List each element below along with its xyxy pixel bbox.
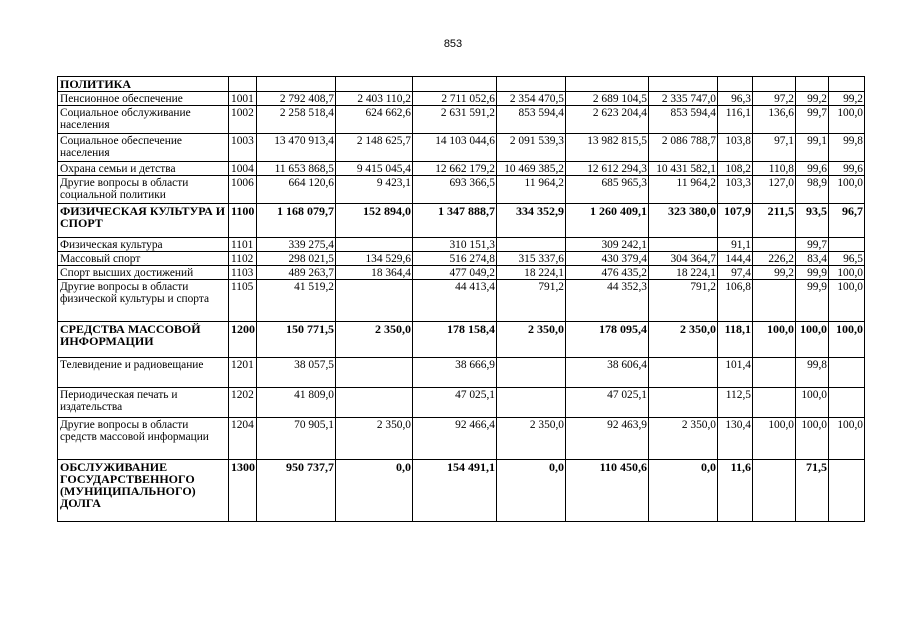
section-name-cell: Спорт высших достижений	[58, 266, 229, 280]
value-cell: 112,5	[718, 388, 753, 418]
value-cell: 99,9	[796, 266, 829, 280]
value-cell: 97,1	[753, 134, 796, 162]
value-cell: 2 689 104,5	[566, 92, 649, 106]
value-cell: 10 431 582,1	[649, 162, 718, 176]
section-name-cell: ОБСЛУЖИВАНИЕ ГОСУДАРСТВЕННОГО (МУНИЦИПАЛЬНОГО) ДОЛГА	[58, 460, 229, 522]
value-cell	[753, 388, 796, 418]
value-cell: 92 463,9	[566, 418, 649, 460]
value-cell: 334 352,9	[497, 204, 566, 238]
section-code-cell: 1004	[229, 162, 257, 176]
table-row	[58, 388, 865, 418]
value-cell: 101,4	[718, 358, 753, 388]
value-cell: 2 350,0	[649, 322, 718, 358]
value-cell: 100,0	[829, 322, 865, 358]
section-code-cell: 1101	[229, 238, 257, 252]
value-cell: 2 258 518,4	[257, 106, 336, 134]
value-cell	[497, 77, 566, 92]
section-code-cell: 1300	[229, 460, 257, 522]
value-cell: 791,2	[649, 280, 718, 322]
section-code-cell: 1003	[229, 134, 257, 162]
section-code-cell: 1006	[229, 176, 257, 204]
value-cell: 1 260 409,1	[566, 204, 649, 238]
table-row	[58, 134, 865, 162]
value-cell: 853 594,4	[497, 106, 566, 134]
value-cell: 2 354 470,5	[497, 92, 566, 106]
value-cell: 2 350,0	[497, 322, 566, 358]
value-cell: 323 380,0	[649, 204, 718, 238]
value-cell: 477 049,2	[413, 266, 497, 280]
value-cell: 2 148 625,7	[336, 134, 413, 162]
value-cell: 99,2	[796, 92, 829, 106]
value-cell: 18 224,1	[497, 266, 566, 280]
value-cell: 18 224,1	[649, 266, 718, 280]
table-row	[58, 106, 865, 134]
value-cell: 38 606,4	[566, 358, 649, 388]
section-name-cell: Социальное обеспечение населения	[58, 134, 229, 162]
value-cell: 103,3	[718, 176, 753, 204]
value-cell: 99,9	[796, 280, 829, 322]
page-number: 853	[443, 38, 463, 50]
table-row	[58, 358, 865, 388]
value-cell	[753, 77, 796, 92]
value-cell	[336, 238, 413, 252]
value-cell: 100,0	[753, 418, 796, 460]
value-cell: 103,8	[718, 134, 753, 162]
value-cell: 96,5	[829, 252, 865, 266]
value-cell: 47 025,1	[413, 388, 497, 418]
value-cell: 18 364,4	[336, 266, 413, 280]
section-code-cell: 1001	[229, 92, 257, 106]
value-cell: 100,0	[796, 322, 829, 358]
section-code-cell: 1100	[229, 204, 257, 238]
value-cell	[336, 77, 413, 92]
value-cell	[829, 388, 865, 418]
value-cell: 11 964,2	[497, 176, 566, 204]
value-cell: 98,9	[796, 176, 829, 204]
value-cell	[829, 460, 865, 522]
value-cell: 685 965,3	[566, 176, 649, 204]
value-cell: 2 350,0	[649, 418, 718, 460]
value-cell: 0,0	[497, 460, 566, 522]
value-cell: 99,7	[796, 106, 829, 134]
value-cell	[497, 388, 566, 418]
value-cell: 12 612 294,3	[566, 162, 649, 176]
value-cell: 2 350,0	[497, 418, 566, 460]
value-cell: 2 350,0	[336, 418, 413, 460]
value-cell: 339 275,4	[257, 238, 336, 252]
section-name-cell: Другие вопросы в области социальной политики	[58, 176, 229, 204]
value-cell: 10 469 385,2	[497, 162, 566, 176]
value-cell: 100,0	[829, 280, 865, 322]
value-cell	[718, 77, 753, 92]
table-row	[58, 176, 865, 204]
value-cell: 476 435,2	[566, 266, 649, 280]
value-cell: 791,2	[497, 280, 566, 322]
value-cell: 950 737,7	[257, 460, 336, 522]
value-cell: 100,0	[829, 106, 865, 134]
value-cell: 41 519,2	[257, 280, 336, 322]
value-cell: 853 594,4	[649, 106, 718, 134]
value-cell	[336, 280, 413, 322]
value-cell: 516 274,8	[413, 252, 497, 266]
section-name-cell: Социальное обслуживание населения	[58, 106, 229, 134]
value-cell	[829, 238, 865, 252]
value-cell	[336, 388, 413, 418]
value-cell: 2 086 788,7	[649, 134, 718, 162]
section-code-cell: 1201	[229, 358, 257, 388]
value-cell: 489 263,7	[257, 266, 336, 280]
section-name-cell: Пенсионное обеспечение	[58, 92, 229, 106]
value-cell	[649, 238, 718, 252]
value-cell: 12 662 179,2	[413, 162, 497, 176]
section-code-cell	[229, 77, 257, 92]
value-cell: 1 347 888,7	[413, 204, 497, 238]
value-cell: 154 491,1	[413, 460, 497, 522]
value-cell: 2 623 204,4	[566, 106, 649, 134]
value-cell: 110 450,6	[566, 460, 649, 522]
section-name-cell: Другие вопросы в области физической культуры и спорта	[58, 280, 229, 322]
value-cell: 97,4	[718, 266, 753, 280]
value-cell: 0,0	[649, 460, 718, 522]
value-cell: 71,5	[796, 460, 829, 522]
value-cell: 9 415 045,4	[336, 162, 413, 176]
value-cell: 309 242,1	[566, 238, 649, 252]
section-code-cell: 1202	[229, 388, 257, 418]
table-row	[58, 162, 865, 176]
table-row	[58, 418, 865, 460]
table-row	[58, 92, 865, 106]
section-code-cell: 1103	[229, 266, 257, 280]
value-cell: 178 095,4	[566, 322, 649, 358]
section-name-cell: ФИЗИЧЕСКАЯ КУЛЬТУРА И СПОРТ	[58, 204, 229, 238]
value-cell: 110,8	[753, 162, 796, 176]
value-cell: 13 470 913,4	[257, 134, 336, 162]
value-cell: 178 158,4	[413, 322, 497, 358]
value-cell: 127,0	[753, 176, 796, 204]
section-name-cell: Массовый спорт	[58, 252, 229, 266]
value-cell: 99,2	[753, 266, 796, 280]
table-row	[58, 460, 865, 522]
value-cell: 298 021,5	[257, 252, 336, 266]
value-cell	[649, 358, 718, 388]
value-cell: 96,3	[718, 92, 753, 106]
value-cell: 100,0	[829, 418, 865, 460]
section-name-cell: Телевидение и радиовещание	[58, 358, 229, 388]
value-cell: 11 653 868,5	[257, 162, 336, 176]
value-cell	[413, 77, 497, 92]
value-cell: 2 631 591,2	[413, 106, 497, 134]
value-cell: 304 364,7	[649, 252, 718, 266]
table-row	[58, 322, 865, 358]
value-cell: 1 168 079,7	[257, 204, 336, 238]
value-cell: 41 809,0	[257, 388, 336, 418]
value-cell: 430 379,4	[566, 252, 649, 266]
value-cell: 44 413,4	[413, 280, 497, 322]
section-code-cell: 1002	[229, 106, 257, 134]
table-row	[58, 252, 865, 266]
value-cell: 96,7	[829, 204, 865, 238]
value-cell: 9 423,1	[336, 176, 413, 204]
value-cell	[566, 77, 649, 92]
section-code-cell: 1105	[229, 280, 257, 322]
value-cell: 664 120,6	[257, 176, 336, 204]
value-cell: 83,4	[796, 252, 829, 266]
table-row	[58, 266, 865, 280]
value-cell: 11,6	[718, 460, 753, 522]
value-cell	[753, 280, 796, 322]
section-name-cell: Охрана семьи и детства	[58, 162, 229, 176]
value-cell: 2 091 539,3	[497, 134, 566, 162]
value-cell	[753, 238, 796, 252]
value-cell: 11 964,2	[649, 176, 718, 204]
value-cell: 116,1	[718, 106, 753, 134]
value-cell: 118,1	[718, 322, 753, 358]
section-code-cell: 1200	[229, 322, 257, 358]
value-cell: 13 982 815,5	[566, 134, 649, 162]
value-cell: 108,2	[718, 162, 753, 176]
value-cell: 99,7	[796, 238, 829, 252]
value-cell: 93,5	[796, 204, 829, 238]
value-cell: 226,2	[753, 252, 796, 266]
value-cell	[497, 358, 566, 388]
section-name-cell: Физическая культура	[58, 238, 229, 252]
value-cell: 136,6	[753, 106, 796, 134]
value-cell: 100,0	[753, 322, 796, 358]
value-cell	[829, 77, 865, 92]
value-cell: 99,1	[796, 134, 829, 162]
value-cell: 99,8	[796, 358, 829, 388]
value-cell: 315 337,6	[497, 252, 566, 266]
value-cell	[829, 358, 865, 388]
value-cell: 44 352,3	[566, 280, 649, 322]
value-cell	[497, 238, 566, 252]
budget-table	[57, 76, 865, 522]
value-cell: 100,0	[796, 418, 829, 460]
value-cell: 107,9	[718, 204, 753, 238]
value-cell: 0,0	[336, 460, 413, 522]
value-cell: 144,4	[718, 252, 753, 266]
section-name-cell: ПОЛИТИКА	[58, 77, 229, 92]
value-cell: 99,6	[796, 162, 829, 176]
value-cell: 310 151,3	[413, 238, 497, 252]
value-cell: 152 894,0	[336, 204, 413, 238]
value-cell: 150 771,5	[257, 322, 336, 358]
value-cell: 693 366,5	[413, 176, 497, 204]
value-cell: 70 905,1	[257, 418, 336, 460]
value-cell	[257, 77, 336, 92]
value-cell: 211,5	[753, 204, 796, 238]
table-row	[58, 77, 865, 92]
section-name-cell: Другие вопросы в области средств массовой информации	[58, 418, 229, 460]
value-cell	[753, 460, 796, 522]
value-cell	[336, 358, 413, 388]
table-row	[58, 204, 865, 238]
budget-table-body	[58, 77, 865, 522]
value-cell: 624 662,6	[336, 106, 413, 134]
value-cell	[796, 77, 829, 92]
table-row	[58, 280, 865, 322]
value-cell	[649, 388, 718, 418]
table-row	[58, 238, 865, 252]
value-cell: 2 335 747,0	[649, 92, 718, 106]
value-cell: 99,2	[829, 92, 865, 106]
value-cell: 92 466,4	[413, 418, 497, 460]
section-code-cell: 1204	[229, 418, 257, 460]
value-cell	[649, 77, 718, 92]
value-cell: 130,4	[718, 418, 753, 460]
value-cell: 99,6	[829, 162, 865, 176]
value-cell: 2 711 052,6	[413, 92, 497, 106]
value-cell: 2 350,0	[336, 322, 413, 358]
value-cell: 2 792 408,7	[257, 92, 336, 106]
value-cell: 91,1	[718, 238, 753, 252]
value-cell: 100,0	[796, 388, 829, 418]
value-cell: 14 103 044,6	[413, 134, 497, 162]
value-cell: 97,2	[753, 92, 796, 106]
section-code-cell: 1102	[229, 252, 257, 266]
section-name-cell: СРЕДСТВА МАССОВОЙ ИНФОРМАЦИИ	[58, 322, 229, 358]
value-cell	[753, 358, 796, 388]
value-cell: 38 057,5	[257, 358, 336, 388]
value-cell: 47 025,1	[566, 388, 649, 418]
value-cell: 100,0	[829, 266, 865, 280]
value-cell: 99,8	[829, 134, 865, 162]
value-cell: 134 529,6	[336, 252, 413, 266]
section-name-cell: Периодическая печать и издательства	[58, 388, 229, 418]
value-cell: 106,8	[718, 280, 753, 322]
value-cell: 38 666,9	[413, 358, 497, 388]
value-cell: 2 403 110,2	[336, 92, 413, 106]
value-cell: 100,0	[829, 176, 865, 204]
